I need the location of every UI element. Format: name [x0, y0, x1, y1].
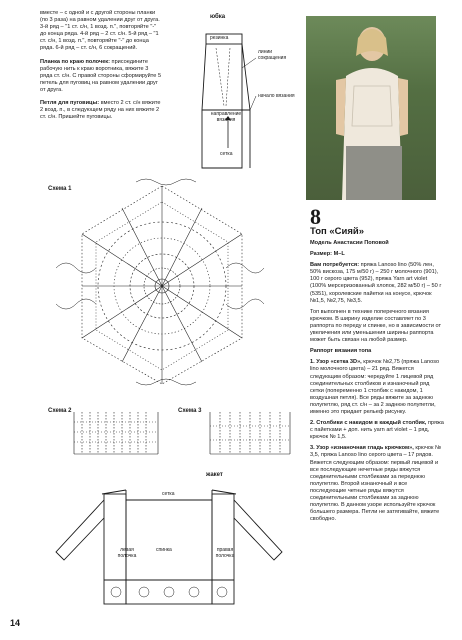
pattern-number: 8	[310, 204, 321, 229]
step-1-head: 1. Узор «сетка 3D»,	[310, 359, 362, 366]
pattern-body	[310, 240, 444, 523]
scheme-2-chart	[70, 404, 162, 460]
model-photo-figure	[306, 16, 436, 200]
skirt-title: юбка	[210, 14, 226, 20]
pattern-model: Модель Анастасии Поповой	[310, 240, 389, 246]
skirt-start-label: начало вязания	[258, 93, 295, 99]
pattern-size-label: Размер:	[310, 251, 333, 258]
model-photo	[306, 16, 436, 200]
left-para-3: вместо 2 ст. с/н вяжите 2 возд. п., в следующем ряду на них вяжите 2 ст. с/н. Пришейте пуговицы.	[40, 100, 161, 121]
left-para-2: присоедините рабочую нить к краю воротника, вяжите 3 ряда ст. с/н. С правой стороны сформируйте 5 петель для пуговиц на равном удалении друг от друга.	[40, 58, 162, 93]
jacket-title: жакет	[206, 472, 223, 478]
scheme-1-chart	[46, 178, 266, 388]
left-para-3-head: Петля для пуговицы:	[40, 100, 100, 107]
skirt-direction-label: направление вязания	[210, 111, 242, 123]
page-number: 14	[10, 618, 21, 628]
scheme-3-label: Схема 3	[178, 408, 202, 414]
left-para-2-head: Планка по краю полочек:	[40, 58, 110, 65]
left-para-1: вместе – с одной и с другой стороны планки (по 3 раза) на равном удалении друг от друга. 3-й ряд – "1 ст. с/н, 1 возд. п.", повторяйте "-" до конца ряда. 4-й ряд – 2 ст. с/н. 5-й ряд – "1 ст. с/н, 1 возд. п.", повторяйте "-" до конца ряда. 6-й ряд – ст. с/н, 6 сокращений.	[40, 10, 160, 52]
scheme-2-label: Схема 2	[48, 408, 72, 414]
step-2-head: 2. Столбики с накидом в каждый столбик,	[310, 420, 427, 427]
materials-text: пряжа Lanoso lino (50% лен, 50% вискоза, 175 м/50 г) – 250 г молочного (901), 100 г серого цвета (952), пряжа Yarn art violet (100% мерсеризованный хлопок, 282 м/50 г) – 50 г (5351), королевские пайетки на конусе, крючок №1,5, №2,75, №3,5.	[310, 262, 442, 304]
step-3-head: 3. Узор «изнаночная гладь крючком»,	[310, 445, 414, 452]
step-2-text: пряжа с пайетками + доп. нить yarn art violet – 1 ряд, крючок № 1,5.	[310, 420, 444, 441]
jacket-back-label: спинка	[156, 547, 172, 553]
scheme-3-chart	[206, 404, 296, 460]
jacket-right-label: правая полочка	[215, 547, 235, 559]
skirt-decrease-label: линии сокращения	[258, 49, 287, 61]
materials-head: Вам потребуется:	[310, 262, 360, 269]
pattern-title: Топ «Сияй»	[310, 226, 365, 237]
intro-text: Топ выполнен в технике поперечного вязания крючком. В ширину изделие составляет по 3 раппорта по переду и спинке, но в зависимости от увеличения или уменьшения ширины раппорта может быть связан на любой размер.	[310, 308, 442, 344]
skirt-mesh-label: сетка	[220, 151, 233, 157]
left-text-column	[40, 10, 162, 121]
skirt-band-label: резинка	[210, 35, 229, 41]
jacket-mesh-label: сетка	[162, 491, 175, 497]
jacket-left-label: левая полочка	[117, 547, 137, 559]
rapport-head: Раппорт вязания топа	[310, 348, 372, 355]
step-3-text: крючок № 3,5, пряжа Lanoso lino серого цвета – 17 рядов. Вяжется следующим образом: первый лицевой и все последующие нечетные ряды вяжутся соединительными столбиками за переднюю полупетлю. Второй изнаночный и все последующие четные ряды вяжутся соединительными столбиками за заднюю полупетлю. В данном узоре используйте крючок большего размера. Петли не затягивайте, вяжите свободно.	[310, 445, 442, 523]
step-1-text: крючок №2,75 (пряжа Lanoso lino молочного цвета) – 21 ряд. Вяжется следующим образом: чередуйте 1 лицевой ряд соединительных столбиков и изнаночный ряд сетки (попеременно 1 столбик с накидом, 1 воздушная петля). Все ряды вяжите за заднюю полупетлю, ряд ст. с/н – за 2 заднюю полупетли, именно это придает рельеф рисунку.	[310, 359, 440, 415]
skirt-shape	[196, 18, 300, 184]
skirt-diagram	[196, 14, 300, 184]
pattern-size: M–L	[333, 251, 345, 258]
scheme-1-label: Схема 1	[48, 186, 72, 192]
